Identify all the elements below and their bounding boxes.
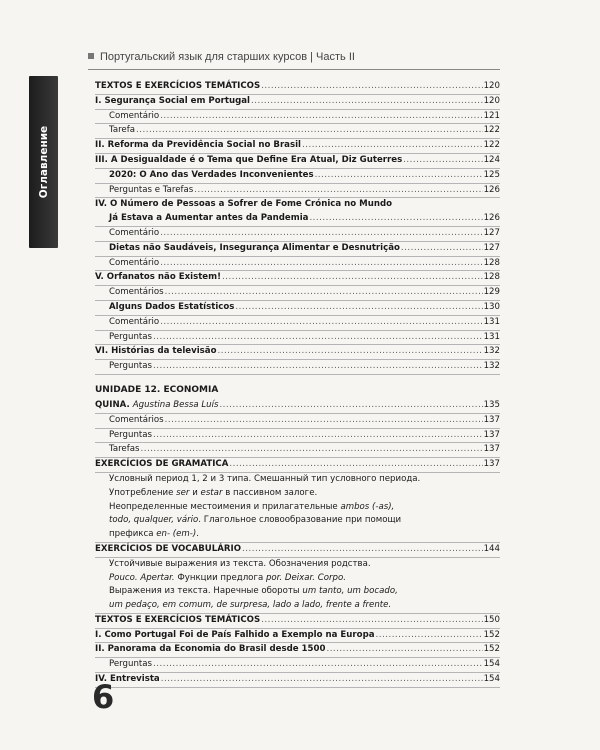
toc-entry[interactable] (95, 212, 500, 227)
toc-entry-page: 154 (483, 659, 500, 670)
toc-entry-page: 144 (483, 543, 500, 554)
toc-entry-title (95, 399, 218, 413)
toc-entry-title: Perguntas (109, 331, 153, 342)
desc-line: Устойчивые выражения из текста. Обозначения родства. (109, 558, 371, 569)
leader-dots (161, 673, 483, 687)
toc-entry-title: Perguntas (109, 429, 153, 440)
toc-entry-page: 121 (483, 110, 500, 121)
toc-entry-title: Comentários (109, 287, 164, 298)
toc-entry-title: Comentários (109, 414, 164, 425)
toc-entry-page: 126 (483, 213, 500, 224)
toc-entry-page: 128 (483, 272, 500, 283)
toc-entry[interactable] (95, 80, 500, 95)
leader-dots (261, 80, 482, 94)
toc-entry-title: Já Estava a Aumentar antes da Pandemia (109, 213, 309, 224)
desc-line: um pedaço, em comum, de surpresa, lado a lado, frente a frente. (109, 600, 392, 611)
toc-entry-title: Alguns Dados Estatísticos (109, 301, 235, 312)
leader-dots (261, 614, 482, 628)
leader-dots (251, 95, 483, 109)
page-number: 6 (92, 678, 114, 716)
leader-dots (326, 643, 482, 657)
toc-entry[interactable] (95, 443, 500, 458)
toc-section-part1 (95, 80, 500, 198)
toc-entry-page: 154 (483, 674, 500, 685)
toc-entry[interactable] (95, 154, 500, 169)
leader-dots (309, 212, 482, 226)
toc-entry[interactable] (95, 124, 500, 139)
quina-title: QUINA. (95, 399, 130, 410)
toc-entry-page: 122 (483, 125, 500, 136)
leader-dots (153, 429, 483, 443)
toc-section-quina (95, 414, 500, 458)
toc-entry-title: Perguntas e Tarefas (109, 184, 194, 195)
leader-dots (153, 658, 483, 672)
leader-dots (222, 271, 483, 285)
toc-entry-title: Comentário (109, 316, 160, 327)
leader-dots (165, 414, 483, 428)
toc-entry-page: 137 (483, 459, 500, 470)
toc-entry[interactable] (95, 331, 500, 346)
toc-entry-title: Perguntas (109, 659, 153, 670)
toc-entry-title: Dietas não Saudáveis, Insegurança Alimentar e Desnutrição (109, 242, 400, 253)
desc-line: Pouco. Apertar. Функции предлога por. Deixar. Corpo. (109, 572, 346, 583)
toc-entry-title: Comentário (109, 257, 160, 268)
toc-entry[interactable] (95, 345, 500, 360)
toc-entry[interactable] (95, 614, 500, 629)
toc-entry-page: 137 (483, 429, 500, 440)
leader-dots (376, 629, 483, 643)
toc-entry-page: 152 (483, 644, 500, 655)
desc-line: Употребление ser и estar в пассивном залоге. (109, 487, 318, 498)
toc-entry-title: II. Reforma da Previdência Social no Brasil (95, 140, 301, 151)
toc-entry-page: 131 (483, 316, 500, 327)
desc-line: Выражения из текста. Наречные обороты um tanto, um bocado, (109, 586, 398, 597)
toc-entry-page: 125 (483, 169, 500, 180)
toc-entry[interactable] (95, 227, 500, 242)
leader-dots (315, 169, 483, 183)
toc-entry-title: II. Panorama da Economia do Brasil desde 1500 (95, 644, 326, 655)
leader-dots (302, 139, 483, 153)
desc-line: префикса en- (em-). (109, 529, 199, 540)
leader-dots (242, 543, 483, 557)
running-header (88, 51, 355, 63)
toc-entry-page: 135 (483, 399, 500, 410)
toc-entry-title: I. Como Portugal Foi de País Falhido a Exemplo na Europa (95, 629, 375, 640)
toc-entry[interactable] (95, 414, 500, 429)
toc-entry-page: 129 (483, 287, 500, 298)
toc-entry-title: EXERCÍCIOS DE GRAMATICA (95, 459, 229, 470)
toc-entry-page: 124 (483, 154, 500, 165)
toc-entry-title: IV. O Número de Pessoas a Sofrer de Fome Crónica no Mundo (95, 199, 393, 210)
toc-entry[interactable] (95, 169, 500, 184)
toc-entry-title: Comentário (109, 227, 160, 238)
toc-entry[interactable] (95, 139, 500, 154)
toc-entry-page: 122 (483, 140, 500, 151)
toc-entry-title: III. A Desigualdade é o Tema que Define Era Atual, Diz Guterres (95, 154, 403, 165)
toc-entry-title: Comentário (109, 110, 160, 121)
leader-dots (153, 360, 483, 374)
toc-entry[interactable] (95, 658, 500, 673)
toc-entry-title: VI. Histórias da televisão (95, 346, 217, 357)
leader-dots (219, 399, 482, 413)
toc-entry-page: 120 (483, 81, 500, 91)
leader-dots (194, 184, 482, 198)
running-title: Португальский язык для старших курсов | Часть II (100, 51, 355, 63)
leader-dots (217, 345, 482, 359)
toc-entry-title: Perguntas (109, 361, 153, 372)
toc-entry[interactable] (95, 629, 500, 644)
toc-entry[interactable] (95, 429, 500, 444)
toc-entry[interactable] (95, 184, 500, 199)
grammar-description (95, 473, 500, 542)
toc-entry[interactable] (95, 242, 500, 257)
toc-entry-title: EXERCÍCIOS DE VOCABULÁRIO (95, 543, 242, 554)
toc-entry[interactable] (95, 95, 500, 110)
toc-entry[interactable] (95, 643, 500, 658)
toc-entry[interactable] (95, 542, 500, 558)
toc-entry-title: Tarefa (109, 125, 136, 136)
toc-entry[interactable] (95, 110, 500, 125)
toc-entry-page: 132 (483, 346, 500, 357)
toc-entry-page: 152 (483, 629, 500, 640)
toc-entry-title: IV. Entrevista (95, 674, 160, 685)
leader-dots (160, 110, 482, 124)
toc-entry-page: 127 (483, 227, 500, 238)
toc-entry-page: 131 (483, 331, 500, 342)
toc-entry-title: 2020: O Ano das Verdades Inconvenientes (109, 169, 314, 180)
table-of-contents (95, 80, 500, 688)
header-rule (88, 69, 500, 70)
desc-line: Неопределенные местоимения и прилагательные ambos (-as), (109, 501, 395, 512)
toc-entry[interactable] (95, 301, 500, 316)
toc-entry-title: TEXTOS E EXERCÍCIOS TEMÁTICOS (95, 614, 261, 625)
leader-dots (160, 316, 482, 330)
toc-section-part3 (95, 613, 500, 688)
toc-entry-page: 127 (483, 242, 500, 253)
leader-dots (160, 227, 482, 241)
toc-entry[interactable] (95, 316, 500, 331)
leader-dots (141, 443, 483, 457)
desc-line: Условный период 1, 2 и 3 типа. Смешанный тип условного периода. (109, 473, 421, 484)
toc-entry[interactable] (95, 271, 500, 286)
toc-entry[interactable] (95, 360, 500, 375)
toc-entry[interactable] (95, 286, 500, 301)
toc-entry-title: Tarefas (109, 444, 140, 455)
toc-entry-page: 137 (483, 414, 500, 425)
leader-dots (136, 124, 483, 138)
toc-entry-page: 132 (483, 361, 500, 372)
toc-entry-page: 137 (483, 444, 500, 455)
toc-entry-title: V. Orfanatos não Existem! (95, 272, 222, 283)
toc-entry[interactable] (95, 458, 500, 473)
toc-section-part2 (95, 227, 500, 375)
toc-entry-title: I. Segurança Social em Portugal (95, 95, 250, 106)
desc-line: todo, qualquer, vário. Глагольное словообразование при помощи (109, 515, 402, 526)
side-tab (29, 76, 58, 248)
quina-author: Agustina Bessa Luís (132, 399, 219, 410)
toc-entry-page: 150 (483, 614, 500, 625)
square-bullet-icon (88, 53, 94, 59)
toc-entry[interactable] (95, 399, 500, 414)
side-tab-label: Оглавление (37, 125, 50, 199)
toc-entry-page: 128 (483, 257, 500, 268)
leader-dots (165, 286, 483, 300)
leader-dots (403, 154, 482, 168)
leader-dots (229, 458, 482, 472)
toc-entry-title: TEXTOS E EXERCÍCIOS TEMÁTICOS (95, 81, 261, 91)
leader-dots (235, 301, 482, 315)
toc-entry-page: 130 (483, 301, 500, 312)
unit-title: UNIDADE 12. ECONOMIA (95, 384, 219, 395)
leader-dots (401, 242, 483, 256)
toc-entry-page: 120 (483, 95, 500, 106)
toc-entry[interactable] (95, 673, 500, 688)
toc-entry[interactable] (95, 198, 500, 212)
leader-dots (160, 257, 482, 271)
leader-dots (153, 331, 483, 345)
toc-entry-page: 126 (483, 184, 500, 195)
toc-entry[interactable] (95, 257, 500, 272)
vocabulary-description (95, 558, 500, 613)
